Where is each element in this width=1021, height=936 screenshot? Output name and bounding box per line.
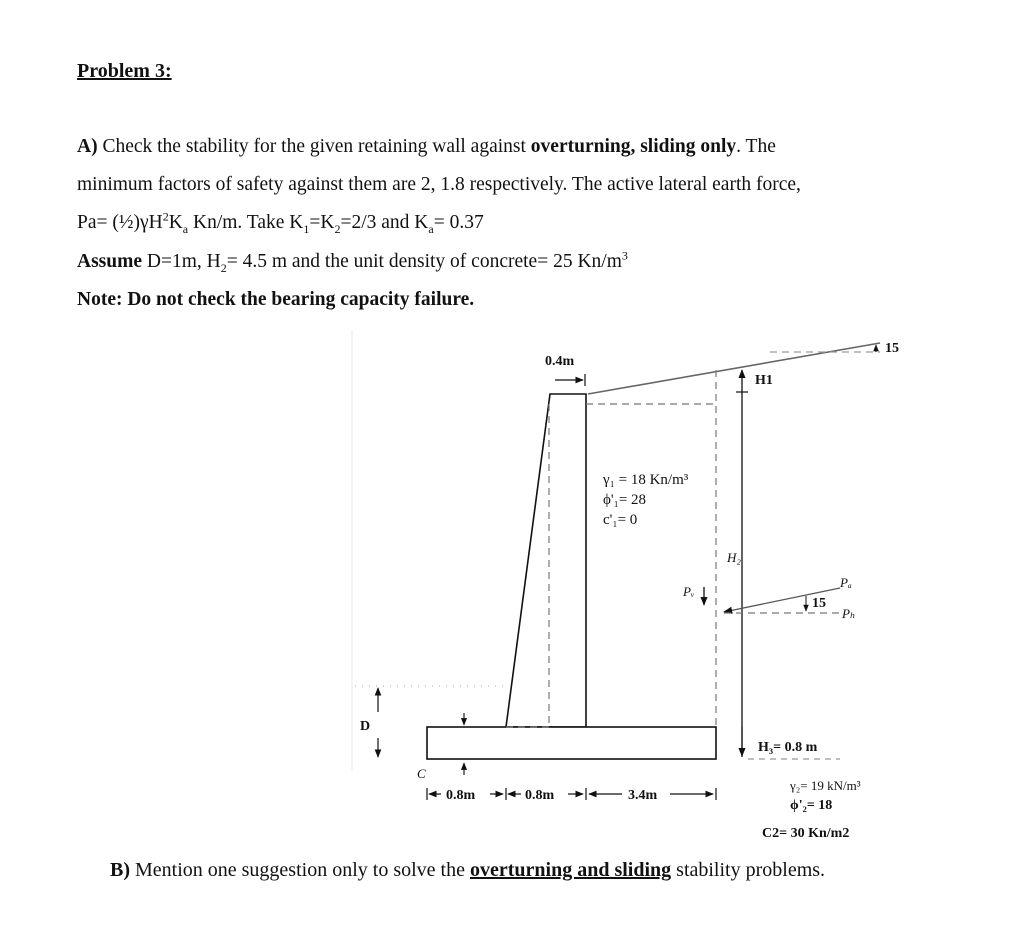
assume-text-2: = 4.5 m and the unit density of concrete= 25 Kn/m — [226, 251, 622, 272]
wall-stem — [506, 394, 586, 727]
h2-sub: 2 — [220, 260, 227, 275]
d-label: D — [360, 719, 371, 734]
note-line: Note: Do not check the bearing capacity failure. — [77, 289, 475, 310]
stem-top-width-label: 0.4m — [545, 354, 575, 369]
part-b-text: Mention one suggestion only to solve the — [130, 859, 470, 881]
ph-label: Pₕ — [842, 606, 856, 621]
dim-stem-label: 0.8m — [525, 788, 555, 803]
pa-formula: Pa= (½)γH — [77, 212, 163, 233]
pa-formula-sup: 2 — [162, 209, 169, 224]
part-a-text-1-end: . The — [736, 136, 776, 157]
h2-label: H₂ — [727, 550, 741, 565]
part-b-line — [110, 859, 825, 882]
phi1-label: ϕ'₁= 28 — [603, 492, 647, 508]
problem-title: Problem 3: — [77, 60, 172, 82]
part-a-line-2: minimum factors of safety against them are 2, 1.8 respectively. The active lateral earth force, — [77, 174, 801, 195]
ka-value: = 0.37 — [433, 212, 484, 233]
c-point-label: C — [417, 766, 426, 781]
assume-text: D=1m, H — [142, 251, 221, 272]
part-a-emphasis: overturning, sliding only — [530, 136, 737, 157]
h3-label: H₃= 0.8 m — [758, 740, 818, 755]
part-a-text-1: Check the stability for the given retaining wall against — [102, 136, 526, 157]
part-b-label: B) — [110, 859, 130, 881]
phi2-label: ϕ'₂= 18 — [790, 798, 833, 813]
pa-formula-k: K — [168, 212, 183, 233]
part-b-text-end: stability problems. — [671, 859, 826, 881]
gamma2-label: γ₂= 19 kN/m³ — [790, 778, 861, 793]
pv-label: Pᵥ — [683, 584, 695, 599]
part-b-emphasis: overturning and sliding — [469, 859, 672, 881]
backfill-angle-label: 15 — [885, 341, 899, 356]
c2-label: C2= 30 Kn/m2 — [762, 826, 850, 841]
pa-label: Pₐ — [840, 575, 852, 590]
m3-sup: 3 — [621, 248, 628, 263]
k2-text: =K — [309, 212, 335, 233]
ka-sub: a — [428, 221, 434, 236]
take-text: Kn/m. Take K — [188, 212, 304, 233]
dim-heel-label: 3.4m — [628, 788, 658, 803]
ka-text: =2/3 and K — [340, 212, 429, 233]
pa-angle-label: 15 — [812, 596, 826, 611]
k1-sub: 1 — [303, 221, 310, 236]
gamma1-label: γ₁ = 18 Kn/m³ — [603, 472, 689, 488]
part-a-label: A) — [77, 136, 98, 157]
assume-label: Assume — [77, 251, 143, 272]
h1-label: H1 — [755, 373, 773, 388]
wall-base-slab — [427, 727, 716, 759]
backfill-slope-line — [588, 343, 880, 394]
pa-formula-sub: a — [182, 221, 189, 236]
c1-label: c'₁= 0 — [603, 512, 638, 528]
k2-sub: 2 — [334, 221, 341, 236]
dim-toe-label: 0.8m — [446, 788, 476, 803]
